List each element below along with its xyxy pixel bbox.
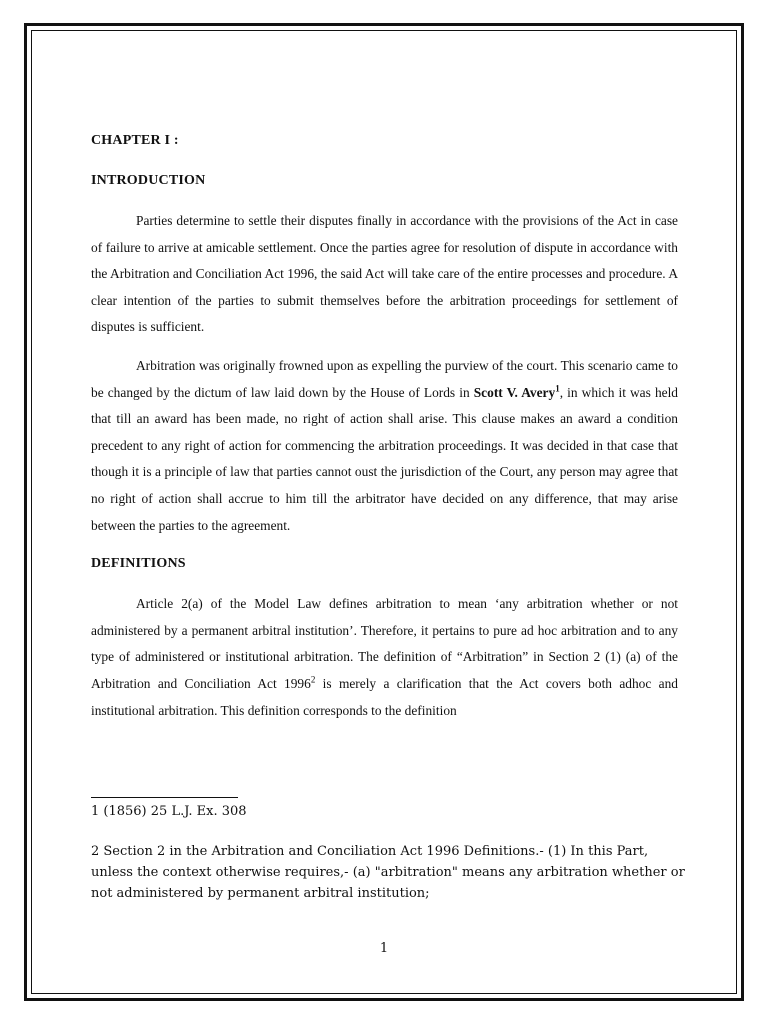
section-heading-definitions: DEFINITIONS <box>91 556 186 572</box>
footnotes <box>91 801 691 904</box>
chapter-heading: CHAPTER I : <box>91 133 179 148</box>
footnote-ref-1: 1 <box>555 383 560 394</box>
footnote-ref-2: 2 <box>310 674 316 685</box>
footnote-separator <box>91 797 238 798</box>
paragraph-intro: Parties determine to settle their disputes finally in accordance with the provisions of the Act in case of failure to arrive at amicable settlement. Once the parties agree for resolution of dispute in accordance with the Arbitration and Conciliation Act 1996, the said Act will take care of the entire processes and procedure. A clear intention of the parties to submit themselves before the arbitration proceedings for settlement of disputes is sufficient. <box>91 213 678 335</box>
paragraph-history-text-after: , in which it was held that till an award has been made, no right of action shall arise. This clause makes an award a condition precedent to any right of action for commencing the arbitration proceedings. It was decided in that case that though it is a principle of law that parties cannot oust the jurisdiction of the Court, any person may agree that no right of action shall accrue to him till the arbitrator have decided on any difference, that may arise between the parties to the agreement. <box>91 384 678 533</box>
footnote-1: 1 (1856) 25 L.J. Ex. 308 <box>91 804 247 819</box>
page-number: 1 <box>379 941 389 956</box>
paragraph-history-text-before: Arbitration was originally frowned upon as expelling the purview of the court. This scenario came to be changed by the dictum of law laid down by the House of Lords in <box>91 357 678 400</box>
paragraph-history <box>91 353 678 539</box>
case-name: Scott V. Avery <box>473 384 556 400</box>
paragraph-definitions-text-after: is merely a clarification that the Act covers both adhoc and institutional arbitration. This definition corresponds to the definition <box>91 675 678 718</box>
footnote-2: 2 Section 2 in the Arbitration and Conciliation Act 1996 Definitions.- (1) In this Part, unless the context otherwise requires,- (a) "arbitration" means any arbitration whether or not administered by permanent arbitral institution; <box>91 844 685 901</box>
paragraph-definitions <box>91 591 678 724</box>
paragraph-definitions-text-before: Article 2(a) of the Model Law defines arbitration to mean ‘any arbitration whether or not administered by a permanent arbitral institution’. Therefore, it pertains to pure ad hoc arbitration and to any type of administered or institutional arbitration. The definition of “Arbitration” in Section 2 (1) (a) of the Arbitration and Conciliation Act 1996 <box>91 596 678 691</box>
section-heading-introduction: INTRODUCTION <box>91 173 206 188</box>
document-body <box>91 128 678 736</box>
